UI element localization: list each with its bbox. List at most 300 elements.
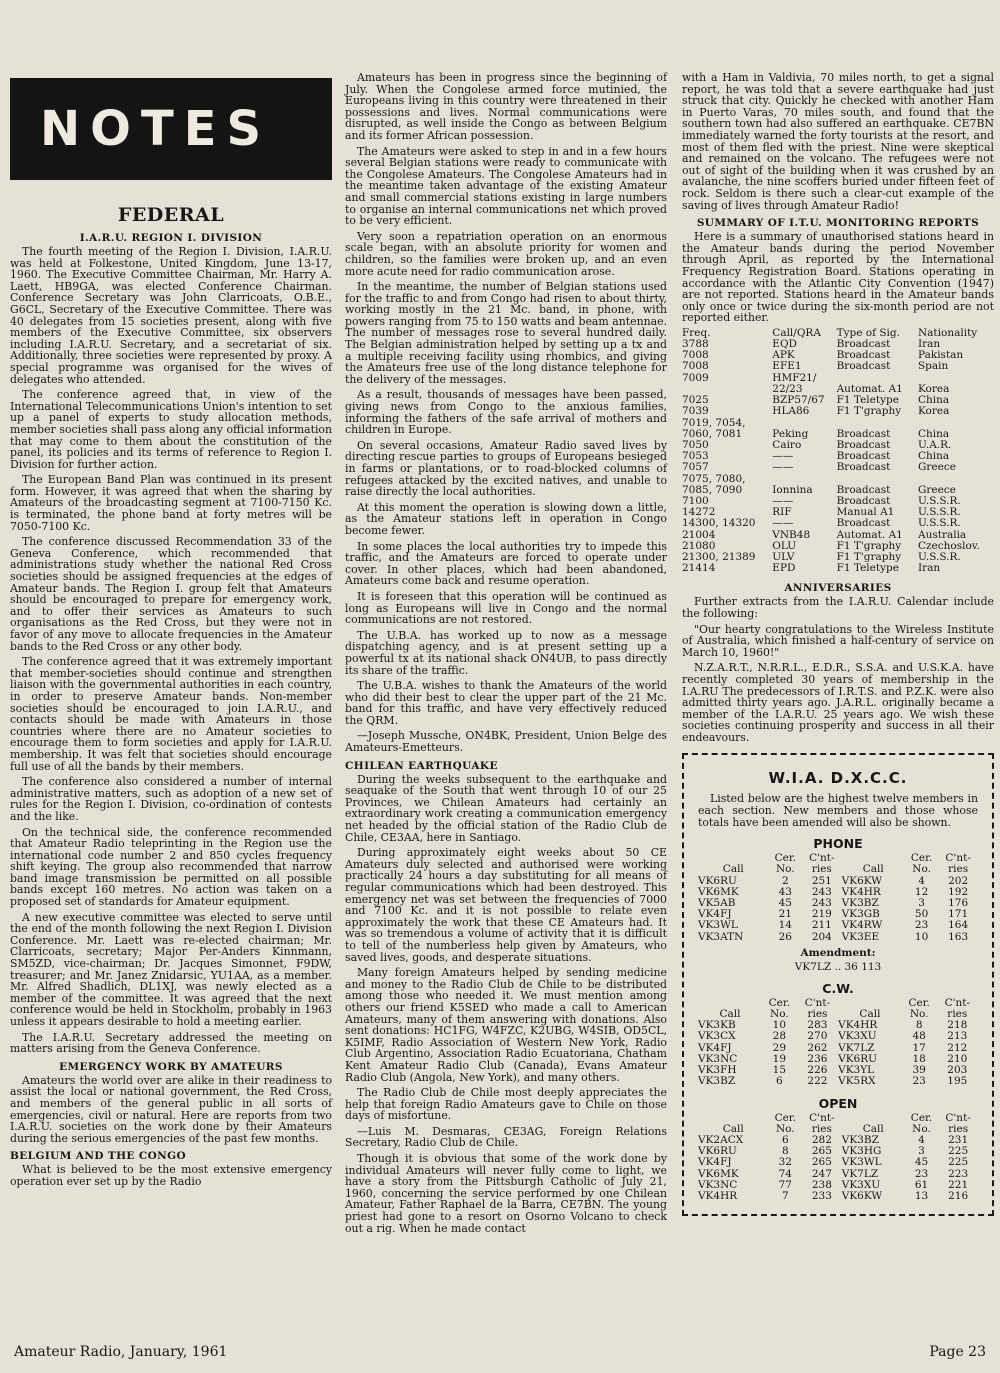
paragraph: In some places the local authorities try to impede this traffic, and the Amateurs are forced to operate under cover. In other places, which had been abandoned, Amateurs come back and resume operation. <box>345 539 667 588</box>
itu-cell: HMF21/ <box>772 371 817 384</box>
column-middle <box>345 72 667 1238</box>
dxcc-cell: 270 <box>807 1030 828 1043</box>
itu-cell: 7057 <box>682 461 709 474</box>
paragraph: The conference agreed that, in view of the International Telecommunications Union's intention to set up a panel of experts to study allocation methods, member societies shall pass along any official information that may come to them about the constitution of the panel, its policies and its terms of reference to Region I. Division for further action. <box>10 388 332 471</box>
dxcc-cell: VK6KW <box>841 874 883 887</box>
dxcc-cell: 195 <box>947 1075 968 1088</box>
dxcc-cell: 10 <box>914 930 929 943</box>
dxcc-cell: VK4RW <box>841 919 883 932</box>
dxcc-cell: 17 <box>912 1041 926 1054</box>
itu-cell: Broadcast <box>836 360 891 373</box>
itu-cell: Manual A1 <box>836 506 895 519</box>
footer-publication: Amateur Radio, January, 1961 <box>14 1344 228 1360</box>
itu-cell: F1 T'graphy <box>836 550 902 563</box>
emergency-heading: EMERGENCY WORK BY AMATEURS <box>59 1060 283 1073</box>
itu-cell: U.A.R. <box>917 438 952 451</box>
dxcc-row <box>698 1135 978 1146</box>
itu-cell: BZP57/67 <box>772 394 825 407</box>
itu-cell: U.S.S.R. <box>917 494 961 507</box>
dxcc-cell: 2 <box>781 874 789 887</box>
dxcc-cell: 243 <box>811 897 832 910</box>
belgium-body <box>345 72 667 754</box>
dxcc-cell: VK3HG <box>841 1145 882 1158</box>
paragraph: At this moment the operation is slowing down a little, as the Amateur stations left in operation in Congo become fewer. <box>345 500 667 537</box>
dxcc-cell: VK2ACX <box>698 1133 744 1146</box>
itu-table-row <box>682 518 994 529</box>
dxcc-cell: 28 <box>772 1030 787 1043</box>
itu-paragraph: Here is a summary of unauthorised stations heard in the Amateur bands during the period November through April, as reported by the International Frequency Registration Board. Stations operating in accordance with the Atlantic City Convention (1947) are not reported. Stations heard in the Amateur bands only once or twice during the six-month period are not reported either. <box>682 230 994 325</box>
dxcc-cell: VK6KW <box>841 1189 883 1202</box>
dxcc-column-header: No. <box>912 1122 931 1135</box>
dxcc-cell: VK4FJ <box>698 908 732 921</box>
dxcc-cell: VK3KB <box>698 1019 736 1032</box>
itu-cell: Broadcast <box>836 427 891 440</box>
itu-cell: 7075, 7080, <box>682 472 746 485</box>
dxcc-cell: 171 <box>948 908 969 921</box>
paragraph: —Joseph Mussche, ON4BK, President, Union Belge des Amateurs-Emetteurs. <box>345 729 667 755</box>
itu-cell: 7009 <box>682 371 709 384</box>
dxcc-cell: VK6RU <box>838 1052 877 1065</box>
dxcc-row <box>698 1180 978 1191</box>
dxcc-cell: 26 <box>778 930 792 943</box>
dxcc-cell: 15 <box>772 1064 787 1077</box>
itu-cell: RIF <box>772 506 792 519</box>
cw-table <box>698 998 978 1088</box>
itu-cell: 7008 <box>682 349 709 362</box>
itu-cell: —— <box>772 494 794 507</box>
dxcc-cell: 61 <box>914 1178 929 1191</box>
itu-cell: 21004 <box>682 528 716 541</box>
dxcc-column-header: C'nt- <box>804 996 831 1009</box>
dxcc-cell: 203 <box>947 1064 968 1077</box>
dxcc-cell: VK6MK <box>698 885 739 898</box>
dxcc-row <box>698 909 978 920</box>
dxcc-cell: 225 <box>948 1156 969 1169</box>
itu-cell: Automat. A1 <box>836 382 903 395</box>
dxcc-cell: VK3BZ <box>698 1075 736 1088</box>
dxcc-cell: VK7LZ <box>838 1041 875 1054</box>
column-right <box>682 72 994 1216</box>
itu-cell: Korea <box>917 405 950 418</box>
itu-cell: U.S.S.R. <box>917 506 961 519</box>
paragraph: The European Band Plan was continued in its present form. However, it was agreed that when the sharing by Amateurs of the broadcasting segment at 7100-7150 Kc. is terminated, the phone band at forty metres will be 7050-7100 Kc. <box>10 473 332 533</box>
anniversaries-heading: ANNIVERSARIES <box>784 582 892 595</box>
dxcc-cell: VK7LZ <box>841 1167 879 1180</box>
itu-cell: —— <box>772 517 794 530</box>
dxcc-header-row <box>698 864 978 875</box>
paragraph: The conference discussed Recommendation 33 of the Geneva Conference, which recommended that administrations study whether the national Red Cross societies should be assigned frequencies at the edges of Amateur bands. The Region I. group felt that Amateurs should be encouraged to prepare for emergency work, and to offer their services as Amateurs to such organisations as the Red Cross, but they were not in favor of any move to allocate frequencies in the Amateur bands to the Red Cross or any other body. <box>10 535 332 653</box>
itu-column-header: Freq. <box>682 326 711 339</box>
dxcc-cell: 176 <box>948 897 969 910</box>
dxcc-row <box>698 898 978 909</box>
dxcc-column-header: C'nt- <box>944 996 971 1009</box>
itu-cell: 7053 <box>682 450 709 463</box>
dxcc-cell: VK3BZ <box>841 1133 879 1146</box>
dxcc-cell: VK4FJ <box>698 1156 732 1169</box>
dxcc-cell: 164 <box>948 919 969 932</box>
dxcc-cell: 23 <box>914 1167 929 1180</box>
itu-cell: OLU <box>772 539 797 552</box>
itu-cell: Greece <box>917 461 956 474</box>
dxcc-cell: 50 <box>914 908 929 921</box>
dxcc-cell: 13 <box>914 1189 929 1202</box>
dxcc-cell: VK3GB <box>841 908 880 921</box>
dxcc-cell: 211 <box>811 919 832 932</box>
itu-cell: Czechoslov. <box>917 539 980 552</box>
dxcc-cell: 4 <box>918 874 925 887</box>
itu-heading: SUMMARY OF I.T.U. MONITORING REPORTS <box>696 217 980 230</box>
paragraph: Many foreign Amateurs helped by sending medicine and money to the Radio Club de Chile to be distributed among those who needed it. We must mention among others our friend K5SED who made a call to American Amateurs, many of them answering with donations. Also sent donations: HC1FG, W4FZC, K2UBG, W4SIB, OD5CL, K5IMF, Radio Association of Western New York, Radio Club Argentino, Association Radio Ecuatoriana, Chatham Kent Amateur Radio Club (Canada), Evans Amateur Radio Club (Angola, New York), and many others. <box>345 966 667 1084</box>
dxcc-cell: 45 <box>914 1156 929 1169</box>
itu-cell: VNB48 <box>772 528 811 541</box>
itu-cell: China <box>917 394 950 407</box>
dxcc-cell: 21 <box>778 908 792 921</box>
dxcc-cell: 29 <box>772 1041 787 1054</box>
dxcc-cell: 222 <box>807 1075 828 1088</box>
itu-cell: China <box>917 450 950 463</box>
paragraph: The I.A.R.U. Secretary addressed the meeting on matters arising from the Geneva Conference. <box>10 1030 332 1056</box>
dxcc-cell: 238 <box>811 1178 832 1191</box>
dxcc-cell: VK4HR <box>841 885 881 898</box>
dxcc-column-header: Call <box>722 1122 744 1135</box>
dxcc-title: W.I.A. D.X.C.C. <box>768 769 908 788</box>
paragraph: A new executive committee was elected to serve until the end of the month following the next Region I. Division Conference. Mr. Laett was re-elected chairman; Mr. Clarricoats, secretary; Major Per-Anders Kinnmann, SM5ZD, vice-chairman; Dr. Jacques Simonnet, F9DW, treasurer; and Mr. Janez Znidarsic, YU1AA, as a member. Mr. Alfred Shadlich, DL1XJ, was newly elected as a member of the committee. It was agreed that the next conference would be held in Stockholm, probably in 1963 unless it appears desirable to hold a meeting earlier. <box>10 910 332 1028</box>
dxcc-cell: 265 <box>811 1156 832 1169</box>
itu-cell: Iran <box>917 562 941 575</box>
dxcc-cell: 6 <box>781 1133 789 1146</box>
itu-table-row <box>682 406 994 417</box>
paragraph: As a result, thousands of messages have been passed, giving news from Congo to the anxious families, informing the fathers of the safe arrival of mothers and children in Europe. <box>345 388 667 437</box>
dxcc-cell: 23 <box>914 919 929 932</box>
dxcc-cell: VK3WL <box>698 919 738 932</box>
dxcc-column-header: Cer. <box>768 996 791 1009</box>
dxcc-row <box>698 932 978 943</box>
phone-heading: PHONE <box>813 836 863 852</box>
itu-cell: 7019, 7054, <box>682 416 746 429</box>
open-heading: OPEN <box>818 1095 858 1111</box>
dxcc-cell: 48 <box>912 1030 926 1043</box>
dxcc-cell: VK3FH <box>698 1064 737 1077</box>
dxcc-cell: VK3BZ <box>841 897 879 910</box>
dxcc-cell: 216 <box>948 1189 969 1202</box>
paragraph: Though it is obvious that some of the work done by individual Amateurs will never fully come to light, we have a story from the Pittsburgh Catholic of July 21, 1960, concerning the service performed by one Chilean Amateur, Father Raphael de la Barra, CE7BN. The young priest had gone to a resort on Osorno Volcano to check out a rig. When he made contact <box>345 1152 667 1235</box>
itu-cell: 21300, 21389 <box>682 550 756 563</box>
itu-cell: HLA86 <box>772 405 810 418</box>
dxcc-cell: 231 <box>948 1133 969 1146</box>
dxcc-cell: 6 <box>776 1075 783 1088</box>
paragraph: It is foreseen that this operation will be continued as long as Europeans will live in Congo and the normal communications are not restored. <box>345 589 667 627</box>
itu-cell: Pakistan <box>917 349 964 362</box>
itu-cell: 3788 <box>682 338 709 351</box>
phone-table <box>698 853 978 943</box>
dxcc-row <box>698 887 978 898</box>
itu-cell: F1 Teletype <box>836 394 899 407</box>
paragraph: Further extracts from the I.A.R.U. Calendar include the following: <box>682 595 994 620</box>
belgium-heading: BELGIUM AND THE CONGO <box>10 1150 187 1163</box>
dxcc-cell: 4 <box>918 1133 925 1146</box>
itu-cell: Broadcast <box>836 461 891 474</box>
paragraph: The U.B.A. has worked up to now as a message dispatching agency, and is at present setting up a powerful tx at its national shack ON4UB, to pass directly its share of the traffic. <box>345 628 667 677</box>
dxcc-cell: 221 <box>948 1178 969 1191</box>
page-footer <box>14 1344 986 1360</box>
itu-column-header: Type of Sig. <box>836 326 900 339</box>
itu-cell: 14300, 14320 <box>682 517 756 530</box>
dxcc-cell: VK3CX <box>698 1030 736 1043</box>
dxcc-column-header: Call <box>722 863 744 876</box>
itu-cell: EFE1 <box>772 360 802 373</box>
open-table <box>698 1113 978 1203</box>
dxcc-cell: 8 <box>915 1019 923 1032</box>
dxcc-cell: 12 <box>914 885 929 898</box>
dxcc-cell: VK3YL <box>838 1064 875 1077</box>
dxcc-cell: 219 <box>811 908 832 921</box>
dxcc-column-header: Cer. <box>774 1111 797 1124</box>
dxcc-column-header: Call <box>862 1122 884 1135</box>
itu-cell: Broadcast <box>836 494 891 507</box>
dxcc-row <box>698 1157 978 1168</box>
itu-cell: F1 T'graphy <box>836 405 902 418</box>
page-number: Page 23 <box>929 1344 986 1360</box>
dxcc-cell: 218 <box>947 1019 968 1032</box>
itu-cell: 21080 <box>682 539 716 552</box>
dxcc-cell: 77 <box>778 1178 792 1191</box>
dxcc-column-header: No. <box>775 863 795 876</box>
itu-cell: Australia <box>917 528 967 541</box>
dxcc-column-header: C'nt- <box>809 852 835 865</box>
itu-table <box>682 328 994 574</box>
dxcc-column-header: Call <box>859 1008 881 1021</box>
itu-cell: 7008 <box>682 360 709 373</box>
dxcc-cell: VK5AB <box>698 897 736 910</box>
itu-column-header: Nationality <box>917 326 978 339</box>
dxcc-cell: 226 <box>807 1064 828 1077</box>
dxcc-column-header: C'nt- <box>809 1111 835 1124</box>
paragraph: The U.B.A. wishes to thank the Amateurs of the world who did their best to clear the upper part of the 21 Mc. band for this traffic, and have very effectively reduced the QRM. <box>345 679 667 727</box>
dxcc-intro: Listed below are the highest twelve members in each section. New members and those whose totals have been amended will also be shown. <box>698 792 978 829</box>
itu-cell: Peking <box>772 427 809 440</box>
itu-cell: Cairo <box>772 438 802 451</box>
dxcc-cell: VK4FJ <box>698 1041 732 1054</box>
dxcc-column-header: Call <box>862 863 884 876</box>
dxcc-cell: VK6MK <box>698 1167 739 1180</box>
paragraph: During the weeks subsequent to the earthquake and seaquake of the South that went through 10 of our 25 Provinces, we Chilean Amateurs had certainly an extraordinary work creating a communication emergency net headed by the official station of the Radio Club de Chile, CE3AA, here in Santiago. <box>345 772 667 844</box>
dxcc-cell: 213 <box>947 1030 968 1043</box>
itu-cell: APK <box>772 349 795 362</box>
dxcc-cell: 14 <box>778 919 792 932</box>
dxcc-cell: 192 <box>948 885 969 898</box>
dxcc-cell: 32 <box>778 1156 792 1169</box>
itu-cell: Automat. A1 <box>836 528 903 541</box>
notes-banner: NOTES <box>10 78 332 180</box>
dxcc-column-header: ries <box>948 863 969 876</box>
itu-column-header: Call/QRA <box>772 326 821 339</box>
dxcc-column-header: ries <box>811 1122 832 1135</box>
itu-cell: Broadcast <box>836 483 891 496</box>
dxcc-column-header: No. <box>770 1008 789 1021</box>
dxcc-cell: 251 <box>811 874 832 887</box>
paragraph: The Radio Club de Chile most deeply appreciates the help that foreign Radio Amateurs gave to Chile on those days of misfortune. <box>345 1086 667 1123</box>
iaru-heading: I.A.R.U. REGION I. DIVISION <box>79 232 263 244</box>
dxcc-row <box>698 1191 978 1202</box>
itu-cell: EQD <box>772 338 797 351</box>
dxcc-cell: VK3NC <box>698 1052 738 1065</box>
itu-cell: 7100 <box>682 494 709 507</box>
dxcc-cell: 225 <box>948 1145 969 1158</box>
itu-cell: 21414 <box>682 562 716 575</box>
itu-cell: U.S.S.R. <box>917 550 961 563</box>
paragraph: N.Z.A.R.T., N.R.R.L., E.D.R., S.S.A. and U.S.K.A. have recently completed 30 years of membership in the I.A.RU The predecessors of I.R.T.S. and P.Z.K. were also admitted thirty years ago. J.A.R.L. originally became a member of the I.A.R.U. 25 years ago. We wish these societies continuing prosperity and success in all their endeavours. <box>682 661 994 744</box>
dxcc-cell: 7 <box>781 1189 789 1202</box>
itu-cell: 7085, 7090 <box>682 483 743 496</box>
itu-cell: —— <box>772 450 794 463</box>
dxcc-cell: VK3NC <box>698 1178 738 1191</box>
dxcc-row <box>698 1031 978 1042</box>
itu-cell: Broadcast <box>836 450 891 463</box>
itu-cell: Broadcast <box>836 517 891 530</box>
paragraph: In the meantime, the number of Belgian stations used for the traffic to and from Congo had risen to about thirty, working mostly in the 21 Mc. band, in phone, with powers ranging from 75 to 150 watts and beam antennae. The number of messages rose to several hundred daily. The Belgian administration helped by setting up a tx and a multiple receiving facility using rhombics, and giving the Amateurs free use of the long distance telephone for the delivery of the messages. <box>345 280 667 386</box>
federal-body <box>10 246 332 1055</box>
paragraph: On the technical side, the conference recommended that Amateur Radio teleprinting in the Region use the international code number 2 and 850 cycles frequency shift keying. The group also recommended that narrow band image transmission be permitted on all possible bands except 160 metres. No action was taken on a proposed set of standards for Amateur equipment. <box>10 825 332 909</box>
chile-continued: with a Ham in Valdivia, 70 miles north, to get a signal report, he was told that a severe earthquake had just struck that city. Quickly he checked with another Ham in Puerto Varas, 70 miles south, and found that the southern town had also suffered an earthquake. CE7BN immediately warned the forty tourists at the resort, and most of them fled with the priest. Nine were skeptical and remained on the volcano. The refugees were not out of sight of the building when it was crushed by an avalanche, the nine scoffers buried under fifteen feet of rock. Seldom is there such a clear-cut example of the saving of lives through Amateur Radio! <box>682 71 994 212</box>
dxcc-column-header: No. <box>912 863 931 876</box>
dxcc-cell: VK4HR <box>698 1189 738 1202</box>
dxcc-cell: 10 <box>772 1019 787 1032</box>
dxcc-row <box>698 1169 978 1180</box>
dxcc-cell: 23 <box>912 1075 926 1088</box>
dxcc-cell: VK6RU <box>698 874 737 887</box>
amendment-heading: Amendment: <box>800 946 876 959</box>
amendment-row: VK7LZ .. 36 113 <box>794 960 882 973</box>
dxcc-cell: 43 <box>778 885 792 898</box>
dxcc-column-header: C'nt- <box>945 1111 971 1124</box>
dxcc-column-header: No. <box>775 1122 795 1135</box>
itu-cell: 22/23 <box>772 382 803 395</box>
emergency-paragraph: Amateurs the world over are alike in their readiness to assist the local or national government, the Red Cross, and members of the general public in all sorts of emergencies, civil or natural. Here are reports from two I.A.R.U. societies on the work done by their Amateurs during the serious emergencies of the past few months. <box>10 1073 332 1145</box>
itu-cell: ULV <box>772 550 795 563</box>
itu-cell: China <box>917 427 950 440</box>
dxcc-cell: 262 <box>807 1041 828 1054</box>
dxcc-cell: VK3XU <box>841 1178 881 1191</box>
itu-cell: Broadcast <box>836 438 891 451</box>
dxcc-cell: 45 <box>778 897 792 910</box>
dxcc-row <box>698 876 978 887</box>
dxcc-cell: 265 <box>811 1145 832 1158</box>
paragraph: The Amateurs were asked to step in and in a few hours several Belgian stations were ready to communicate with the Congolese Amateurs. The Congolese Amateurs had in the meantime taken advantage of the existing Amateur and small commercial stations existing in large numbers to organise an internal communications net which proved to be very efficient. <box>345 144 667 228</box>
cw-heading: C.W. <box>822 980 854 996</box>
dxcc-column-header: Cer. <box>774 852 797 865</box>
dxcc-cell: 283 <box>807 1019 828 1032</box>
paragraph: Amateurs has been in progress since the beginning of July. When the Congolese armed force mutinied, the Europeans living in this country were threatened in their possessions and lives. Normal communications were disrupted, as well inside the Congo as between Belgium and its former African possession. <box>345 71 667 142</box>
dxcc-row <box>698 1146 978 1157</box>
itu-cell: Broadcast <box>836 338 891 351</box>
paragraph: The conference also considered a number of internal administrative matters, such as adoption of a new set of rules for the Region I. Division, co-ordination of contests and the like. <box>10 775 332 823</box>
dxcc-header-row <box>698 998 978 1009</box>
dxcc-cell: 233 <box>811 1189 832 1202</box>
itu-cell: F1 Teletype <box>836 562 899 575</box>
dxcc-column-header: Call <box>719 1008 741 1021</box>
chile-body <box>345 774 667 1235</box>
itu-cell: 14272 <box>682 506 716 519</box>
dxcc-cell: 247 <box>811 1167 832 1180</box>
itu-cell: Ionnina <box>772 483 813 496</box>
itu-table-row <box>682 462 994 473</box>
itu-cell: Broadcast <box>836 349 891 362</box>
dxcc-cell: 282 <box>811 1133 832 1146</box>
dxcc-column-header: ries <box>807 1008 828 1021</box>
itu-cell: Iran <box>917 338 941 351</box>
paragraph: "Our hearty congratulations to the Wireless Institute of Australia, which finished a half-century of service on March 10, 1960!" <box>682 622 994 659</box>
dxcc-cell: VK3WL <box>841 1156 882 1169</box>
dxcc-cell: 204 <box>811 930 832 943</box>
dxcc-column-header: Cer. <box>910 852 933 865</box>
dxcc-cell: 210 <box>947 1052 968 1065</box>
dxcc-cell: 74 <box>778 1167 792 1180</box>
paragraph: During approximately eight weeks about 50 CE Amateurs duly selected and authorised were working practically 24 hours a day substituting for all means of regular communications which had been destroyed. This emergency net was set between the frequencies of 7000 and 7100 Kc. and it is not possible to relate even approximately the work that these CE Amateurs had. It was so tremendous a volume of activity that it is difficult to tell of the numberless help given by Amateurs, who saved lives, goods, and desperate situations. <box>345 846 667 964</box>
dxcc-column-header: ries <box>948 1122 969 1135</box>
paragraph: The fourth meeting of the Region I. Division, I.A.R.U. was held at Folkestone, United Kingdom, June 13-17, 1960. The Executive Committee Chairman, Mr. Harry A. Laett, HB9GA, was elected Conference Chairman. Conference Secretary was John Clarricoats, O.B.E., G6CL, Secretary of the Executive Committee. There was 40 delegates from 15 societies present, along with five members of the Executive Committee, six observers including I.A.R.U. Secretary, and a secretariat of six. Additionally, three societies were represented by proxy. A special programme was organised for the wives of delegates who attended. <box>10 245 332 386</box>
dxcc-cell: 243 <box>811 885 832 898</box>
itu-cell: Korea <box>917 382 950 395</box>
dxcc-cell: 39 <box>912 1064 926 1077</box>
dxcc-cell: 18 <box>912 1052 926 1065</box>
column-left <box>10 78 332 1192</box>
dxcc-row <box>698 1076 978 1087</box>
dxcc-cell: 236 <box>807 1052 828 1065</box>
paragraph: The conference agreed that it was extremely important that member-societies should continue and strengthen liaison with the governmental authorities in each country, in order to preserve Amateur bands. Non-member societies should be encouraged to join I.A.R.U., and contacts should be made with Amateurs in those countries where there are no Amateur societies to encourage them to form societies and apply for I.A.R.U. membership. It was felt that societies should encourage full use of all the bands by their members. <box>10 655 332 773</box>
dxcc-cell: 223 <box>948 1167 969 1180</box>
dxcc-cell: VK4HR <box>838 1019 878 1032</box>
itu-cell: U.S.S.R. <box>917 517 961 530</box>
dxcc-cell: 3 <box>918 897 925 910</box>
chile-heading: CHILEAN EARTHQUAKE <box>345 759 498 772</box>
dxcc-column-header: No. <box>909 1008 929 1021</box>
belgium-paragraph: What is believed to be the most extensive emergency operation ever set up by the Radio <box>10 1163 332 1188</box>
dxcc-column-header: Cer. <box>908 996 930 1009</box>
itu-cell: F1 T'graphy <box>836 539 902 552</box>
federal-heading: FEDERAL <box>117 204 225 226</box>
itu-table-row <box>682 361 994 372</box>
itu-cell: —— <box>772 461 794 474</box>
dxcc-cell: VK3ATN <box>698 930 744 943</box>
paragraph: On several occasions, Amateur Radio saved lives by directing rescue parties to groups of Europeans besieged in farms or plantations, or to road-blocked columns of refugees attacked by the excited natives, and unable to raise directly the local authorities. <box>345 438 667 499</box>
itu-cell: 7025 <box>682 394 709 407</box>
itu-table-row <box>682 563 994 574</box>
dxcc-cell: VK5RX <box>838 1075 876 1088</box>
itu-cell: 7039 <box>682 405 709 418</box>
dxcc-column-header: C'nt- <box>945 852 971 865</box>
dxcc-cell: VK3XU <box>838 1030 877 1043</box>
dxcc-cell: 212 <box>947 1041 968 1054</box>
dxcc-column-header: ries <box>947 1008 968 1021</box>
itu-cell: 7050 <box>682 438 709 451</box>
paragraph: —Luis M. Desmaras, CE3AG, Foreign Relations Secretary, Radio Club de Chile. <box>345 1124 667 1150</box>
dxcc-cell: 19 <box>772 1052 787 1065</box>
dxcc-column-header: Cer. <box>910 1111 933 1124</box>
itu-cell: Spain <box>917 360 949 373</box>
dxcc-cell: 3 <box>918 1145 925 1158</box>
dxcc-cell: 163 <box>948 930 969 943</box>
dxcc-cell: 8 <box>781 1145 789 1158</box>
dxcc-cell: 202 <box>948 874 969 887</box>
paragraph: Very soon a repatriation operation on an enormous scale began, with an absolute priority for women and children, so the families were broken up, and an even more acute need for radio communication arose. <box>345 229 667 278</box>
dxcc-box <box>682 753 994 1216</box>
itu-cell: 7060, 7081 <box>682 427 743 440</box>
dxcc-column-header: ries <box>811 863 832 876</box>
anniversaries-body <box>682 596 994 743</box>
dxcc-row <box>698 920 978 931</box>
itu-cell: EPD <box>772 562 796 575</box>
dxcc-cell: VK6RU <box>698 1145 737 1158</box>
